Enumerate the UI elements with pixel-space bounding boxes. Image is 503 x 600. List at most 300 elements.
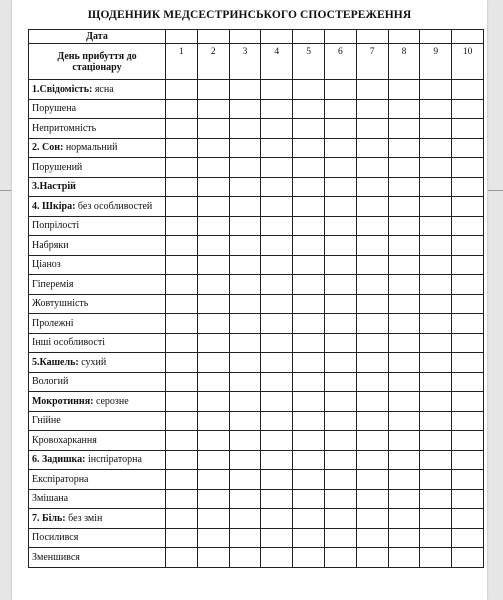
observation-cell[interactable] bbox=[293, 294, 325, 314]
observation-row bbox=[29, 80, 484, 100]
observation-label bbox=[29, 509, 166, 529]
observation-category: 3.Настрій bbox=[32, 181, 76, 193]
observation-cell[interactable] bbox=[388, 470, 420, 490]
observation-cell[interactable] bbox=[166, 216, 198, 236]
observation-cell[interactable] bbox=[293, 255, 325, 275]
day-number: 3 bbox=[242, 47, 248, 57]
observation-cell[interactable] bbox=[388, 294, 420, 314]
observation-cell[interactable] bbox=[420, 431, 452, 451]
observation-cell[interactable] bbox=[229, 255, 261, 275]
observation-cell[interactable] bbox=[324, 314, 356, 334]
observation-cell[interactable] bbox=[388, 450, 420, 470]
observation-cell[interactable] bbox=[293, 99, 325, 119]
observation-cell[interactable] bbox=[420, 177, 452, 197]
observation-cell[interactable] bbox=[452, 333, 484, 353]
observation-cell[interactable] bbox=[452, 255, 484, 275]
observation-cell[interactable] bbox=[388, 431, 420, 451]
observation-cell[interactable] bbox=[420, 548, 452, 568]
observation-cell[interactable] bbox=[197, 138, 229, 158]
observation-cell[interactable] bbox=[388, 236, 420, 256]
observation-cell[interactable] bbox=[324, 138, 356, 158]
observation-cell[interactable] bbox=[356, 372, 388, 392]
day-number-cell bbox=[229, 44, 261, 80]
observation-cell[interactable] bbox=[197, 314, 229, 334]
date-cell[interactable] bbox=[324, 30, 356, 44]
observation-cell[interactable] bbox=[452, 314, 484, 334]
day-number-cell bbox=[261, 44, 293, 80]
observation-cell[interactable] bbox=[324, 489, 356, 509]
observation-cell[interactable] bbox=[293, 314, 325, 334]
observation-cell[interactable] bbox=[388, 158, 420, 178]
observation-option: Гіперемія bbox=[32, 278, 74, 290]
observation-cell[interactable] bbox=[261, 275, 293, 295]
observation-cell[interactable] bbox=[229, 489, 261, 509]
observation-cell[interactable] bbox=[452, 450, 484, 470]
observation-cell[interactable] bbox=[166, 80, 198, 100]
observation-cell[interactable] bbox=[197, 99, 229, 119]
observation-cell[interactable] bbox=[420, 236, 452, 256]
observation-cell[interactable] bbox=[166, 411, 198, 431]
observation-cell[interactable] bbox=[388, 275, 420, 295]
observation-cell[interactable] bbox=[261, 470, 293, 490]
observation-cell[interactable] bbox=[388, 509, 420, 529]
observation-cell[interactable] bbox=[166, 509, 198, 529]
observation-cell[interactable] bbox=[293, 509, 325, 529]
observation-cell[interactable] bbox=[356, 411, 388, 431]
observation-cell[interactable] bbox=[420, 372, 452, 392]
observation-cell[interactable] bbox=[166, 528, 198, 548]
observation-cell[interactable] bbox=[166, 548, 198, 568]
observation-cell[interactable] bbox=[420, 255, 452, 275]
observation-cell[interactable] bbox=[388, 411, 420, 431]
observation-cell[interactable] bbox=[420, 216, 452, 236]
observation-cell[interactable] bbox=[229, 236, 261, 256]
date-cell[interactable] bbox=[197, 30, 229, 44]
observation-cell[interactable] bbox=[293, 411, 325, 431]
observation-cell[interactable] bbox=[388, 314, 420, 334]
observation-row bbox=[29, 255, 484, 275]
observation-cell[interactable] bbox=[166, 197, 198, 217]
observation-cell[interactable] bbox=[293, 333, 325, 353]
observation-cell[interactable] bbox=[293, 80, 325, 100]
observation-cell[interactable] bbox=[452, 548, 484, 568]
observation-cell[interactable] bbox=[324, 353, 356, 373]
observation-cell[interactable] bbox=[324, 294, 356, 314]
observation-cell[interactable] bbox=[452, 197, 484, 217]
observation-cell[interactable] bbox=[166, 431, 198, 451]
observation-option: ясна bbox=[92, 83, 114, 95]
observation-cell[interactable] bbox=[356, 80, 388, 100]
observation-cell[interactable] bbox=[166, 489, 198, 509]
observation-cell[interactable] bbox=[293, 275, 325, 295]
observation-cell[interactable] bbox=[293, 236, 325, 256]
observation-cell[interactable] bbox=[356, 216, 388, 236]
observation-cell[interactable] bbox=[229, 392, 261, 412]
observation-cell[interactable] bbox=[197, 236, 229, 256]
day-number-cell bbox=[420, 44, 452, 80]
observation-cell[interactable] bbox=[197, 431, 229, 451]
observation-cell[interactable] bbox=[388, 528, 420, 548]
observation-cell[interactable] bbox=[229, 80, 261, 100]
observation-cell[interactable] bbox=[324, 197, 356, 217]
observation-cell[interactable] bbox=[452, 470, 484, 490]
observation-row bbox=[29, 528, 484, 548]
observation-cell[interactable] bbox=[452, 236, 484, 256]
observation-option: Жовтушність bbox=[32, 298, 89, 310]
observation-cell[interactable] bbox=[452, 216, 484, 236]
observation-cell[interactable] bbox=[420, 333, 452, 353]
observation-cell[interactable] bbox=[324, 216, 356, 236]
observation-cell[interactable] bbox=[356, 314, 388, 334]
observation-cell[interactable] bbox=[197, 333, 229, 353]
observation-cell[interactable] bbox=[356, 275, 388, 295]
day-number: 4 bbox=[274, 47, 280, 57]
observation-cell[interactable] bbox=[293, 431, 325, 451]
observation-label bbox=[29, 197, 166, 217]
observation-cell[interactable] bbox=[324, 431, 356, 451]
observation-cell[interactable] bbox=[197, 489, 229, 509]
observation-cell[interactable] bbox=[420, 158, 452, 178]
observation-cell[interactable] bbox=[229, 158, 261, 178]
observation-category: 4. Шкіра: bbox=[32, 200, 76, 212]
observation-cell[interactable] bbox=[452, 99, 484, 119]
observation-cell[interactable] bbox=[293, 216, 325, 236]
observation-cell[interactable] bbox=[197, 470, 229, 490]
observation-cell[interactable] bbox=[293, 450, 325, 470]
observation-cell[interactable] bbox=[197, 197, 229, 217]
observation-cell[interactable] bbox=[452, 294, 484, 314]
observation-cell[interactable] bbox=[356, 470, 388, 490]
observation-cell[interactable] bbox=[197, 509, 229, 529]
observation-cell[interactable] bbox=[197, 158, 229, 178]
date-cell[interactable] bbox=[420, 30, 452, 44]
observation-cell[interactable] bbox=[197, 353, 229, 373]
observation-cell[interactable] bbox=[293, 528, 325, 548]
observation-cell[interactable] bbox=[356, 431, 388, 451]
observation-cell[interactable] bbox=[293, 353, 325, 373]
observation-cell[interactable] bbox=[166, 138, 198, 158]
observation-cell[interactable] bbox=[356, 255, 388, 275]
observation-label bbox=[29, 411, 166, 431]
observation-cell[interactable] bbox=[261, 255, 293, 275]
observation-cell[interactable] bbox=[324, 236, 356, 256]
observation-cell[interactable] bbox=[356, 294, 388, 314]
observation-cell[interactable] bbox=[229, 333, 261, 353]
observation-cell[interactable] bbox=[261, 216, 293, 236]
day-number: 2 bbox=[210, 47, 216, 57]
observation-option: Набряки bbox=[32, 239, 69, 251]
observation-cell[interactable] bbox=[261, 236, 293, 256]
observation-cell[interactable] bbox=[388, 489, 420, 509]
observation-cell[interactable] bbox=[229, 509, 261, 529]
day-number: 8 bbox=[401, 47, 407, 57]
observation-cell[interactable] bbox=[197, 216, 229, 236]
observation-cell[interactable] bbox=[293, 392, 325, 412]
observation-cell[interactable] bbox=[229, 548, 261, 568]
observation-cell[interactable] bbox=[324, 450, 356, 470]
observation-cell[interactable] bbox=[229, 119, 261, 139]
observation-cell[interactable] bbox=[229, 197, 261, 217]
observation-category: 7. Біль: bbox=[32, 512, 66, 524]
observation-label bbox=[29, 119, 166, 139]
observation-cell[interactable] bbox=[197, 255, 229, 275]
observation-cell[interactable] bbox=[261, 431, 293, 451]
observation-cell[interactable] bbox=[324, 275, 356, 295]
observation-cell[interactable] bbox=[324, 528, 356, 548]
observation-cell[interactable] bbox=[166, 158, 198, 178]
observation-cell[interactable] bbox=[452, 489, 484, 509]
observation-cell[interactable] bbox=[420, 470, 452, 490]
observation-cell[interactable] bbox=[420, 275, 452, 295]
observation-cell[interactable] bbox=[197, 119, 229, 139]
day-number: 9 bbox=[433, 47, 439, 57]
observation-cell[interactable] bbox=[229, 99, 261, 119]
observation-cell[interactable] bbox=[261, 314, 293, 334]
observation-cell[interactable] bbox=[229, 528, 261, 548]
observation-cell[interactable] bbox=[324, 333, 356, 353]
observation-cell[interactable] bbox=[197, 275, 229, 295]
observation-cell[interactable] bbox=[166, 294, 198, 314]
observation-cell[interactable] bbox=[420, 392, 452, 412]
observation-cell[interactable] bbox=[293, 138, 325, 158]
observation-cell[interactable] bbox=[261, 411, 293, 431]
observation-cell[interactable] bbox=[324, 99, 356, 119]
day-number: 7 bbox=[369, 47, 375, 57]
observation-cell[interactable] bbox=[293, 197, 325, 217]
observation-cell[interactable] bbox=[420, 509, 452, 529]
observation-cell[interactable] bbox=[229, 372, 261, 392]
observation-cell[interactable] bbox=[229, 275, 261, 295]
observation-option: Пролежні bbox=[32, 317, 74, 329]
observation-cell[interactable] bbox=[452, 528, 484, 548]
document-title: ЩОДЕННИК МЕДСЕСТРИНСЬКОГО СПОСТЕРЕЖЕННЯ bbox=[87, 9, 412, 21]
observation-cell[interactable] bbox=[356, 548, 388, 568]
observation-cell[interactable] bbox=[388, 177, 420, 197]
observation-cell[interactable] bbox=[197, 372, 229, 392]
observation-cell[interactable] bbox=[261, 294, 293, 314]
observation-cell[interactable] bbox=[197, 80, 229, 100]
observation-cell[interactable] bbox=[261, 177, 293, 197]
observation-cell[interactable] bbox=[293, 548, 325, 568]
observation-cell[interactable] bbox=[229, 470, 261, 490]
observation-cell[interactable] bbox=[420, 294, 452, 314]
observation-category: 2. Сон: bbox=[32, 142, 64, 154]
observation-cell[interactable] bbox=[166, 99, 198, 119]
observation-cell[interactable] bbox=[452, 80, 484, 100]
observation-cell[interactable] bbox=[261, 333, 293, 353]
date-cell[interactable] bbox=[166, 30, 198, 44]
observation-cell[interactable] bbox=[388, 216, 420, 236]
observation-cell[interactable] bbox=[388, 80, 420, 100]
observation-cell[interactable] bbox=[166, 177, 198, 197]
observation-cell[interactable] bbox=[197, 528, 229, 548]
day-number-cell bbox=[388, 44, 420, 80]
observation-cell[interactable] bbox=[420, 411, 452, 431]
observation-cell[interactable] bbox=[356, 177, 388, 197]
observation-cell[interactable] bbox=[452, 411, 484, 431]
observation-cell[interactable] bbox=[324, 255, 356, 275]
observation-cell[interactable] bbox=[356, 392, 388, 412]
observation-cell[interactable] bbox=[166, 450, 198, 470]
date-cell[interactable] bbox=[388, 30, 420, 44]
observation-cell[interactable] bbox=[388, 197, 420, 217]
observation-cell[interactable] bbox=[324, 158, 356, 178]
date-cell[interactable] bbox=[452, 30, 484, 44]
observation-cell[interactable] bbox=[420, 450, 452, 470]
observation-cell[interactable] bbox=[229, 450, 261, 470]
observation-cell[interactable] bbox=[388, 548, 420, 568]
observation-cell[interactable] bbox=[229, 314, 261, 334]
observation-cell[interactable] bbox=[166, 236, 198, 256]
date-cell[interactable] bbox=[293, 30, 325, 44]
observation-cell[interactable] bbox=[261, 450, 293, 470]
observation-cell[interactable] bbox=[261, 197, 293, 217]
observation-cell[interactable] bbox=[293, 470, 325, 490]
observation-cell[interactable] bbox=[261, 158, 293, 178]
observation-cell[interactable] bbox=[420, 353, 452, 373]
observation-cell[interactable] bbox=[324, 119, 356, 139]
observation-cell[interactable] bbox=[388, 119, 420, 139]
observation-cell[interactable] bbox=[166, 255, 198, 275]
observation-cell[interactable] bbox=[261, 99, 293, 119]
observation-cell[interactable] bbox=[261, 489, 293, 509]
observation-cell[interactable] bbox=[324, 411, 356, 431]
observation-cell[interactable] bbox=[356, 236, 388, 256]
observation-cell[interactable] bbox=[261, 372, 293, 392]
observation-cell[interactable] bbox=[420, 197, 452, 217]
observation-cell[interactable] bbox=[293, 372, 325, 392]
observation-cell[interactable] bbox=[261, 353, 293, 373]
observation-cell[interactable] bbox=[452, 138, 484, 158]
observation-cell[interactable] bbox=[261, 528, 293, 548]
observation-cell[interactable] bbox=[420, 80, 452, 100]
date-cell[interactable] bbox=[229, 30, 261, 44]
observation-cell[interactable] bbox=[356, 197, 388, 217]
observation-cell[interactable] bbox=[324, 392, 356, 412]
observation-cell[interactable] bbox=[356, 99, 388, 119]
observation-label bbox=[29, 99, 166, 119]
observation-cell[interactable] bbox=[197, 450, 229, 470]
observation-cell[interactable] bbox=[324, 470, 356, 490]
observation-cell[interactable] bbox=[197, 392, 229, 412]
observation-cell[interactable] bbox=[229, 431, 261, 451]
observation-option: Ціаноз bbox=[32, 259, 61, 271]
observation-row bbox=[29, 294, 484, 314]
observation-cell[interactable] bbox=[166, 275, 198, 295]
observation-cell[interactable] bbox=[229, 216, 261, 236]
observation-cell[interactable] bbox=[420, 528, 452, 548]
observation-cell[interactable] bbox=[388, 353, 420, 373]
observation-cell[interactable] bbox=[452, 275, 484, 295]
observation-cell[interactable] bbox=[452, 119, 484, 139]
observation-cell[interactable] bbox=[166, 372, 198, 392]
observation-cell[interactable] bbox=[420, 99, 452, 119]
observation-cell[interactable] bbox=[166, 353, 198, 373]
observation-cell[interactable] bbox=[452, 372, 484, 392]
observation-cell[interactable] bbox=[356, 138, 388, 158]
date-cell[interactable] bbox=[356, 30, 388, 44]
observation-cell[interactable] bbox=[420, 314, 452, 334]
observation-cell[interactable] bbox=[356, 353, 388, 373]
observation-cell[interactable] bbox=[261, 80, 293, 100]
observation-cell[interactable] bbox=[388, 372, 420, 392]
observation-option: нормальний bbox=[63, 142, 118, 154]
observation-option: без змін bbox=[65, 512, 103, 524]
observation-cell[interactable] bbox=[452, 177, 484, 197]
observation-cell[interactable] bbox=[356, 119, 388, 139]
observation-cell[interactable] bbox=[388, 333, 420, 353]
observation-cell[interactable] bbox=[166, 392, 198, 412]
observation-cell[interactable] bbox=[261, 392, 293, 412]
date-cell[interactable] bbox=[261, 30, 293, 44]
observation-cell[interactable] bbox=[324, 548, 356, 568]
page-divider-right bbox=[488, 190, 503, 191]
observation-cell[interactable] bbox=[356, 489, 388, 509]
observation-cell[interactable] bbox=[229, 177, 261, 197]
observation-cell[interactable] bbox=[261, 119, 293, 139]
observation-cell[interactable] bbox=[166, 314, 198, 334]
observation-cell[interactable] bbox=[356, 528, 388, 548]
observation-category: 1.Свідомість: bbox=[32, 83, 93, 95]
observation-cell[interactable] bbox=[293, 158, 325, 178]
observation-cell[interactable] bbox=[229, 353, 261, 373]
observation-cell[interactable] bbox=[166, 119, 198, 139]
observation-cell[interactable] bbox=[388, 138, 420, 158]
observation-cell[interactable] bbox=[356, 450, 388, 470]
observation-option: інспіраторна bbox=[85, 454, 142, 466]
observation-cell[interactable] bbox=[229, 138, 261, 158]
observation-cell[interactable] bbox=[293, 177, 325, 197]
observation-row bbox=[29, 197, 484, 217]
observation-cell[interactable] bbox=[166, 333, 198, 353]
observation-cell[interactable] bbox=[166, 470, 198, 490]
observation-cell[interactable] bbox=[261, 138, 293, 158]
observation-cell[interactable] bbox=[356, 158, 388, 178]
observation-cell[interactable] bbox=[324, 509, 356, 529]
observation-cell[interactable] bbox=[293, 489, 325, 509]
observation-cell[interactable] bbox=[356, 509, 388, 529]
observation-cell[interactable] bbox=[293, 119, 325, 139]
observation-cell[interactable] bbox=[420, 119, 452, 139]
observation-option: Вологий bbox=[32, 376, 69, 388]
observation-cell[interactable] bbox=[197, 548, 229, 568]
observation-cell[interactable] bbox=[420, 138, 452, 158]
observation-cell[interactable] bbox=[388, 99, 420, 119]
day-number-cell bbox=[452, 44, 484, 80]
observation-cell[interactable] bbox=[324, 177, 356, 197]
observation-cell[interactable] bbox=[420, 489, 452, 509]
observation-cell[interactable] bbox=[452, 509, 484, 529]
observation-cell[interactable] bbox=[452, 158, 484, 178]
observation-cell[interactable] bbox=[229, 294, 261, 314]
observation-cell[interactable] bbox=[452, 392, 484, 412]
observation-cell[interactable] bbox=[261, 548, 293, 568]
observation-cell[interactable] bbox=[324, 80, 356, 100]
observation-cell[interactable] bbox=[452, 431, 484, 451]
observation-cell[interactable] bbox=[197, 411, 229, 431]
observation-cell[interactable] bbox=[388, 392, 420, 412]
observation-cell[interactable] bbox=[261, 509, 293, 529]
observation-cell[interactable] bbox=[356, 333, 388, 353]
observation-cell[interactable] bbox=[197, 177, 229, 197]
observation-option: Експіраторна bbox=[32, 473, 89, 485]
observation-cell[interactable] bbox=[452, 353, 484, 373]
observation-cell[interactable] bbox=[229, 411, 261, 431]
observation-cell[interactable] bbox=[197, 294, 229, 314]
observation-cell[interactable] bbox=[324, 372, 356, 392]
observation-cell[interactable] bbox=[388, 255, 420, 275]
observation-option: Гнійне bbox=[32, 415, 61, 427]
